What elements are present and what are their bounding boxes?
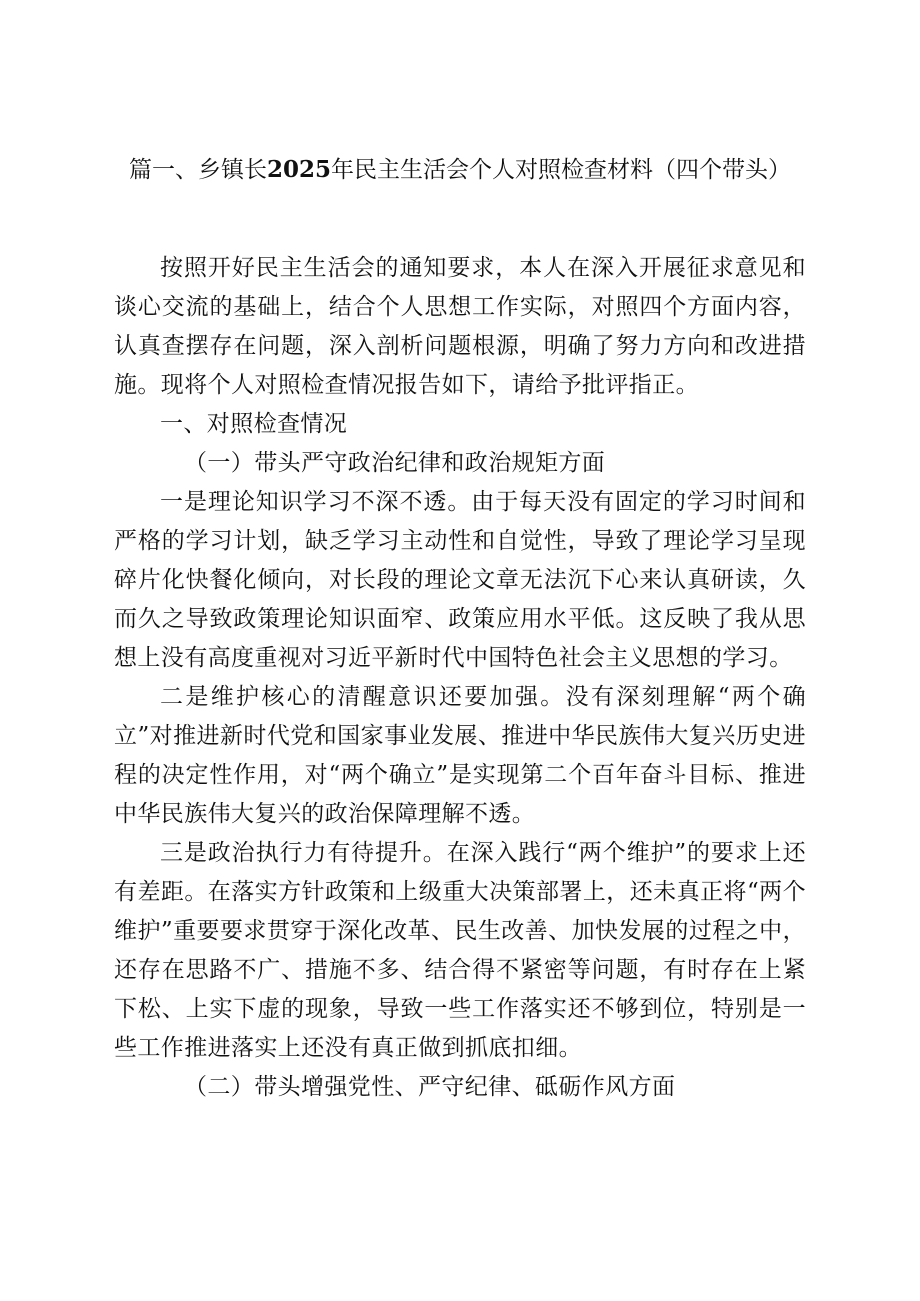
section-heading-1: 一、对照检查情况	[160, 411, 348, 437]
document-title	[0, 150, 920, 190]
document-body	[114, 249, 806, 1107]
title-prefix: 篇一、乡镇长	[128, 157, 267, 183]
intro-paragraph: 按照开好民主生活会的通知要求，本人在深入开展征求意见和谈心交流的基础上，结合个人思想工作实际，对照四个方面内容，认真查摆存在问题，深入剖析问题根源，明确了努力方向和改进措施。现将个人对照检查情况报告如下，请给予批评指正。	[114, 255, 806, 398]
body-paragraph-3: 三是政治执行力有待提升。在深入践行“两个维护”的要求上还有差距。在落实方针政策和上级重大决策部署上，还未真正将“两个维护”重要要求贯穿于深化改革、民生改善、加快发展的过程之中，还存在思路不广、措施不多、结合得不紧密等问题，有时存在上紧下松、上实下虚的现象，导致一些工作落实还不够到位，特别是一些工作推进落实上还没有真正做到抓底扣细。	[114, 840, 806, 1061]
subsection-heading-1: （一）带头严守政治纪律和政治规矩方面	[184, 450, 606, 476]
title-suffix: 年民主生活会个人对照检查材料（四个带头）	[331, 157, 791, 183]
subsection-heading-2: （二）带头增强党性、严守纪律、砥砺作风方面	[184, 1074, 676, 1100]
title-year: 2025	[266, 156, 331, 183]
body-paragraph-1: 一是理论知识学习不深不透。由于每天没有固定的学习时间和严格的学习计划，缺乏学习主动性和自觉性，导致了理论学习呈现碎片化快餐化倾向，对长段的理论文章无法沉下心来认真研读，久而久之导致政策理论知识面窄、政策应用水平低。这反映了我从思想上没有高度重视对习近平新时代中国特色社会主义思想的学习。	[114, 489, 806, 671]
body-paragraph-2: 二是维护核心的清醒意识还要加强。没有深刻理解“两个确立”对推进新时代党和国家事业发展、推进中华民族伟大复兴历史进程的决定性作用，对“两个确立”是实现第二个百年奋斗目标、推进中华民族伟大复兴的政治保障理解不透。	[114, 684, 806, 827]
